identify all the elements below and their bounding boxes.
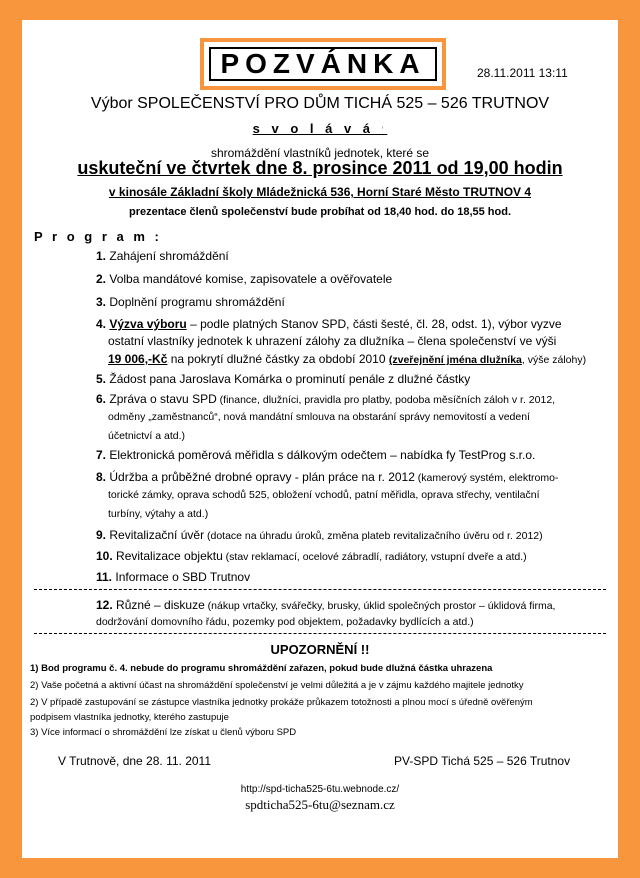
notice-title: UPOZORNĚNÍ !! bbox=[270, 642, 370, 657]
program-item-continuation: dodržování domovního řádu, pozemky pod objektem, požadavky bydlících a atd.) bbox=[96, 616, 474, 628]
notice-item: podpisem vlastníka jednotky, kterého zastupuje bbox=[30, 712, 229, 723]
program-item: 11. Informace o SBD Trutnov bbox=[96, 570, 251, 584]
program-item: 7. Elektronická poměrová měřidla s dálkovým odečtem – nabídka fy TestProg s.r.o. bbox=[96, 448, 536, 462]
print-datetime: 28.11.2011 13:11 bbox=[477, 66, 568, 80]
venue-line: v kinosále Základní školy Mládežnická 536, Horní Staré Město TRUTNOV 4 bbox=[108, 185, 532, 199]
signature: PV-SPD Tichá 525 – 526 Trutnov bbox=[394, 754, 571, 768]
notice-item: 2) V případě zastupování se zástupce vlastníka jednotky prokáže průkazem totožnosti a plnou mocí s úředně ověřeným bbox=[30, 697, 533, 708]
notice-item: 3) Více informací o shromáždění lze získat u členů výboru SPD bbox=[30, 727, 297, 738]
program-item: 2. Volba mandátové komise, zapisovatele a ověřovatele bbox=[96, 272, 393, 286]
place-date: V Trutnově, dne 28. 11. 2011 bbox=[58, 754, 211, 768]
program-item-continuation: turbíny, výtahy a atd.) bbox=[108, 508, 209, 520]
program-item-continuation: ostatní vlastníky jednotek k uhrazení zálohy za dlužníka – člena společenství ve výši bbox=[108, 334, 557, 348]
tick-mark: ′ bbox=[381, 125, 388, 135]
committee-line: Výbor SPOLEČENSTVÍ PRO DŮM TICHÁ 525 – 526 TRUTNOV bbox=[90, 95, 550, 112]
website-link[interactable]: http://spd-ticha525-6tu.webnode.cz/ bbox=[240, 784, 400, 795]
divider bbox=[34, 633, 606, 634]
presence-line: prezentace členů společenství bude probíhat od 18,40 hod. do 18,55 hod. bbox=[128, 206, 512, 218]
program-item: 5. Žádost pana Jaroslava Komárka o prominutí penále z dlužné částky bbox=[96, 372, 471, 386]
program-item: 4. Výzva výboru – podle platných Stanov SPD, části šesté, čl. 28, odst. 1), výbor vyzve bbox=[96, 317, 562, 331]
meeting-date-headline: uskuteční ve čtvrtek dne 8. prosince 2011 od 19,00 hodin bbox=[77, 158, 563, 178]
program-item-continuation: odměny „zaměstnanců“, nová mandátní smlouva na obstarání správy nemovitostí a vedení bbox=[108, 411, 530, 423]
page-title: POZVÁNKA bbox=[220, 48, 426, 79]
program-item: 8. Údržba a průběžné drobné opravy - plán práce na r. 2012 (kamerový systém, elektromo- bbox=[96, 470, 559, 484]
program-item: 6. Zpráva o stavu SPD (finance, dlužníci, pravidla pro platby, podoba měsíčních záloh v r. 2012, bbox=[96, 392, 556, 406]
program-item: 1. Zahájení shromáždění bbox=[96, 249, 229, 263]
program-heading: P r o g r a m : bbox=[34, 229, 162, 244]
program-item: 12. Různé – diskuze (nákup vrtačky, svářečky, brusky, úklid společných prostor – úklidová firma, bbox=[96, 598, 556, 612]
program-item-continuation: 19 006,-Kč na pokrytí dlužné částky za období 2010 (zveřejnění jména dlužníka, výše zálohy) bbox=[108, 352, 587, 366]
svolava-line bbox=[22, 121, 618, 136]
divider bbox=[34, 589, 606, 590]
svolava-text: s v o l á v á bbox=[252, 121, 375, 136]
program-item: 3. Doplnění programu shromáždění bbox=[96, 295, 285, 309]
notice-item: 2) Vaše početná a aktivní účast na shromáždění společenství je velmi důležitá a je v zájmu každého majitele jednotky bbox=[30, 680, 524, 691]
program-item-continuation: účetnictví a atd.) bbox=[108, 430, 186, 442]
title-box bbox=[200, 38, 446, 90]
notice-item: 1) Bod programu č. 4. nebude do programu shromáždění zařazen, pokud bude dlužná částka uhrazena bbox=[30, 663, 493, 674]
program-item: 9. Revitalizační úvěr (dotace na úhradu úroků, změna plateb revitalizačního úvěru od r. 2012) bbox=[96, 528, 543, 542]
program-item-continuation: torické zámky, oprava schodů 525, obložení vchodů, patní měřidla, oprava střechy, ventilační bbox=[108, 489, 540, 501]
program-item: 10. Revitalizace objektu (stav reklamací, ocelové zábradlí, radiátory, vstupní dveře a atd.) bbox=[96, 549, 527, 563]
invitation-page bbox=[22, 20, 618, 858]
meeting-line: shromáždění vlastníků jednotek, které se bbox=[210, 146, 430, 160]
email-link[interactable]: spdticha525-6tu@seznam.cz bbox=[245, 797, 395, 812]
